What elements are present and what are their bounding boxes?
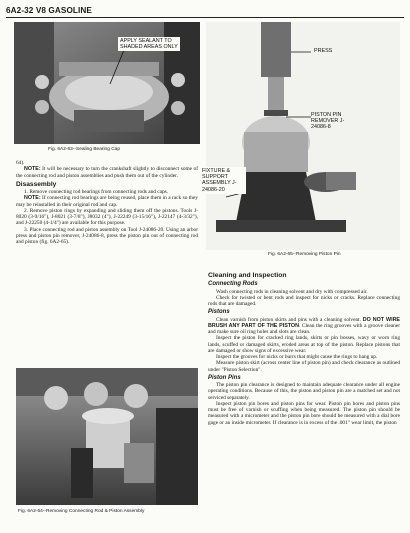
pistons-paragraph-1: Clean varnish from piston skirts and pins with a cleaning solvent. DO NOT WIRE BRUSH ANY PART OF THE PISTON. Clean the ring grooves with a groove cleaner and make sure oil ring holes and slots are clean.	[208, 316, 400, 335]
figure-caption-6a2-64: Fig. 6A2-64--Removing Connecting Rod & Piston Assembly	[18, 509, 145, 514]
rods-paragraph-1: Wash connecting rods in cleaning solvent and dry with compressed air.	[216, 288, 368, 295]
step-1: 1. Remove connecting rod bearings from connecting rods and caps.	[24, 189, 169, 195]
left-text-column	[16, 160, 198, 245]
step-2: 2. Remove piston rings by expanding and sliding them off the pistons. Tools J-8020 (3-9/16"), J-8021 (3-7/8"), J8032 (4"), J-22249 (3-15/16"), J-22147 (4-3/32"), and J-22250 (4-1/4") are available for this purpose.	[16, 207, 198, 227]
pins-paragraph-2: Inspect piston pin bores and piston pins for wear. Piston pin bores and piston pins must be free of varnish or scuffing when being measured. The piston pin should be measured with a micrometer and the piston pin bore should be measured with a dial bore gage or an inside micrometer. If clearance is in excess of the .001" wear limit, the piston	[208, 400, 400, 426]
step-3: 3. Place connecting rod and piston assembly on Tool J-24086-20. Using an arbor press and piston pin remover, J-24086-8, press the piston pin out of connecting rod and piston (fig. 6A2-65).	[16, 226, 198, 245]
continued-text: 64).	[16, 160, 25, 166]
note-crankshaft: NOTE: It will be necessary to turn the crankshaft slightly to disconnect some of the connecting rod and piston assemblies and push them out of the cylinder.	[16, 166, 198, 179]
callout-press: PRESS	[314, 48, 333, 54]
heading-disassembly: Disassembly	[16, 180, 57, 188]
figure-removing-piston-pin	[206, 22, 400, 250]
rods-paragraph-2: Check for twisted or bent rods and inspect for nicks or cracks. Replace connecting rods that are damaged.	[208, 294, 400, 307]
pistons-paragraph-2: Inspect the piston for cracked ring lands, skirts or pin bosses, wavy or worn ring lands, scuffed or damaged skirts, eroded areas at top of the piston. Replace pistons that are damaged or show signs of excessive wear.	[208, 335, 400, 354]
callout-apply-sealant: APPLY SEALANT TO SHADED AREAS ONLY	[118, 37, 180, 51]
note-bearings: NOTE: If connecting rod bearings are being reused, place them in a rack so they may be reinstalled in their original rod and cap.	[16, 195, 198, 208]
right-text-column	[208, 270, 400, 426]
connecting-rod-removal-photo	[16, 368, 198, 505]
callout-piston-pin-remover: PISTON PIN REMOVER J-24086-8	[311, 112, 345, 131]
figure-removing-connecting-rod	[16, 368, 198, 505]
callout-fixture-support: FIXTURE & SUPPORT ASSEMBLY J-24086-20	[200, 167, 246, 194]
pistons-paragraph-4: Measure piston skirt (across center line of piston pin) and check clearance as outlined under "Piston Selection".	[208, 360, 400, 373]
figure-caption-6a2-65: Fig. 6A2-65--Removing Piston Pin	[268, 252, 341, 257]
subheading-piston-pins: Piston Pins	[208, 374, 241, 381]
pins-paragraph-1: The piston pin clearance is designed to maintain adequate clearance under all engine operating conditions. Because of this, the piston and piston pin are a matched set and not serviced separately.	[208, 382, 400, 401]
figure-caption-6a2-63: Fig. 6A2-63--Sealing Bearing Cap	[48, 147, 120, 152]
page-header: 6A2-32 V8 GASOLINE	[6, 6, 92, 15]
header-rule	[6, 17, 404, 18]
heading-cleaning-inspection: Cleaning and Inspection	[208, 272, 287, 279]
piston-pin-removal-photo	[206, 22, 400, 250]
subheading-pistons: Pistons	[208, 309, 230, 316]
pistons-paragraph-3: Inspect the grooves for nicks or burrs that might cause the rings to hang up.	[216, 354, 378, 360]
subheading-connecting-rods: Connecting Rods	[208, 281, 258, 288]
